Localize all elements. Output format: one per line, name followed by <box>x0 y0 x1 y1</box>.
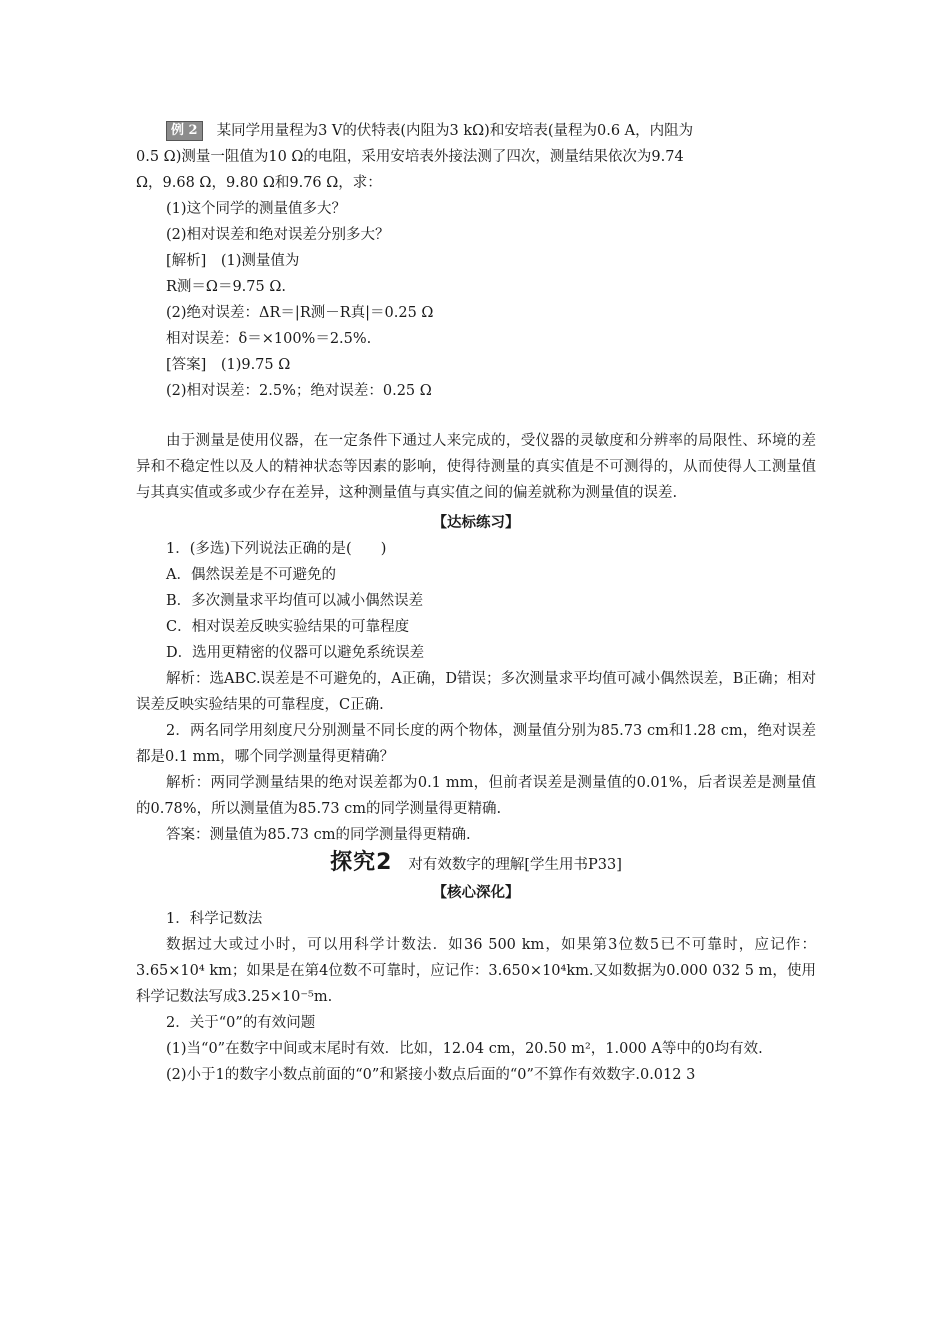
question-2: (2)相对误差和绝对误差分别多大？ <box>166 227 390 243</box>
core-title: 【核心深化】 <box>432 884 520 901</box>
error-paragraph: 由于测量是使用仪器，在一定条件下通过人来完成的，受仪器的灵敏度和分辨率的局限性、环境的差异和不稳定性以及人的精神状态等因素的影响，使得待测量的真实值是不可测得的，从而使得人工测量值与其真实值或多或少存在差异，这种测量值与真实值之间的偏差就称为测量值的误差. <box>136 433 816 501</box>
example-line-2: 0.5 Ω)测量一阻值为10 Ω的电阻，采用安培表外接法测了四次，测量结果依次为9.74 <box>136 149 684 165</box>
option-b: B．多次测量求平均值可以减小偶然误差 <box>166 593 424 609</box>
example-line-3: Ω，9.68 Ω，9.80 Ω和9.76 Ω，求： <box>136 175 382 191</box>
option-a: A．偶然误差是不可避免的 <box>166 567 336 583</box>
scientific-notation-text: 数据过大或过小时，可以用科学计数法．如36 500 km，如果第3位数5已不可靠时，应记作：3.65×10⁴ km；如果是在第4位数不可靠时，应记作：3.650×10⁴km.又如数据为0.000 032 5 m，使用科学记数法写成3.25×10⁻⁵m. <box>136 937 816 1005</box>
solution-1: 解析：选ABC.误差是不可避免的，A正确，D错误；多次测量求平均值可减小偶然误差，B正确；相对误差反映实验结果的可靠程度，C正确. <box>136 671 816 713</box>
spacer <box>136 404 816 428</box>
analysis-line-3: (2)绝对误差：ΔR＝|R测－R真|＝0.25 Ω <box>166 305 434 321</box>
analysis-line-2: R测＝Ω＝9.75 Ω. <box>166 279 286 295</box>
section-2-title: 对有效数字的理解[学生用书P33] <box>408 857 622 873</box>
practice-title: 【达标练习】 <box>432 514 520 531</box>
heading-zero-validity: 2．关于“0”的有效问题 <box>166 1015 316 1031</box>
analysis-line-1: [解析] (1)测量值为 <box>166 253 300 269</box>
section-2-label: 探究2 <box>330 850 393 875</box>
option-c: C．相对误差反映实验结果的可靠程度 <box>166 619 410 635</box>
solution-2: 解析：两同学测量结果的绝对误差都为0.1 mm，但前者误差是测量值的0.01%，后者误差是测量值的0.78%，所以测量值为85.73 cm的同学测量得更精确. <box>136 775 816 817</box>
example-badge: 例 2 <box>166 121 203 141</box>
practice-question-2: 2．两名同学用刻度尺分别测量不同长度的两个物体，测量值分别为85.73 cm和1.28 cm，绝对误差都是0.1 mm，哪个同学测量得更精确？ <box>136 723 816 765</box>
analysis-line-4: 相对误差：δ＝×100%＝2.5%. <box>166 331 372 347</box>
zero-rule-1: (1)当“0”在数字中间或末尾时有效．比如，12.04 cm，20.50 m²，1.000 A等中的0均有效. <box>166 1041 763 1057</box>
answer-line-2: (2)相对误差：2.5%；绝对误差：0.25 Ω <box>166 383 432 399</box>
document-body <box>136 118 816 1088</box>
question-1: (1)这个同学的测量值多大？ <box>166 201 347 217</box>
example-line-1 <box>136 118 816 144</box>
practice-question-1: 1．(多选)下列说法正确的是( ) <box>166 541 387 557</box>
zero-rule-2: (2)小于1的数字小数点前面的“0”和紧接小数点后面的“0”不算作有效数字.0.012 3 <box>166 1067 696 1083</box>
heading-scientific-notation: 1．科学记数法 <box>166 911 263 927</box>
section-2-header <box>136 848 816 880</box>
example-text-1: 某同学用量程为3 V的伏特表(内阻为3 kΩ)和安培表(量程为0.6 A，内阻为 <box>216 123 694 139</box>
option-d: D．选用更精密的仪器可以避免系统误差 <box>166 645 425 661</box>
answer-line-1: [答案] (1)9.75 Ω <box>166 357 291 373</box>
answer-2: 答案：测量值为85.73 cm的同学测量得更精确. <box>166 827 471 843</box>
